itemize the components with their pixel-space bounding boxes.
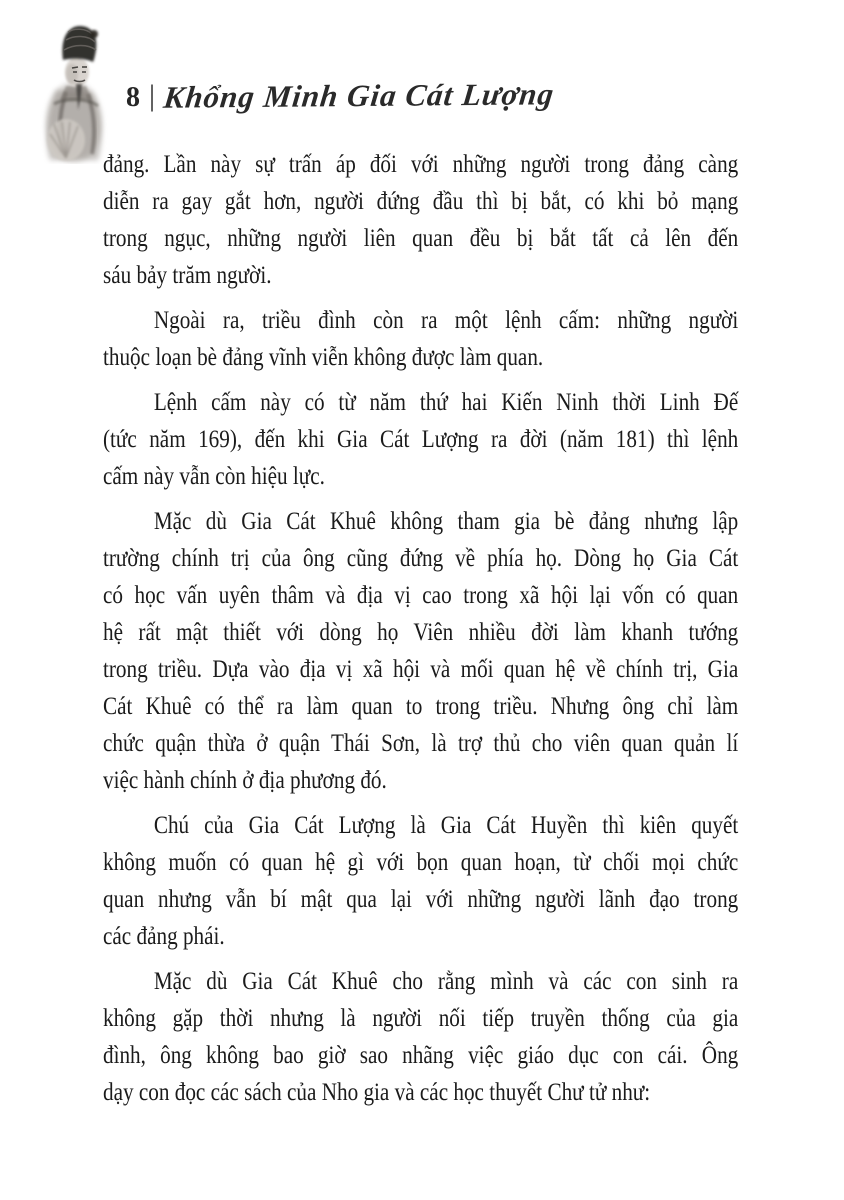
paragraph [103, 302, 738, 376]
text-line: đảng. Lần này sự trấn áp đối với những người trong đảng càng [103, 151, 739, 178]
text-line: hệ rất mật thiết với dòng họ Viên nhiều đời làm khanh tướng [103, 619, 739, 646]
text-line: Ngoài ra, triều đình còn ra một lệnh cấm: những người [153, 307, 739, 334]
page-header [126, 76, 557, 115]
text-line: có học vấn uyên thâm và địa vị cao trong xã hội lại vốn có quan [103, 582, 739, 609]
text-line: sáu bảy trăm người. [103, 262, 272, 289]
paragraph [103, 146, 738, 294]
text-line: trong ngục, những người liên quan đều bị bắt tất cả lên đến [103, 225, 739, 252]
text-line: trường chính trị của ông cũng đứng về phía họ. Dòng họ Gia Cát [103, 545, 739, 572]
text-line: cấm này vẫn còn hiệu lực. [103, 463, 325, 490]
text-line: diễn ra gay gắt hơn, người đứng đầu thì bị bắt, có khi bỏ mạng [103, 188, 739, 215]
text-line: việc hành chính ở địa phương đó. [103, 767, 387, 794]
paragraph [103, 807, 738, 955]
text-line: dạy con đọc các sách của Nho gia và các học thuyết Chư tử như: [103, 1079, 651, 1106]
text-line: Mặc dù Gia Cát Khuê không tham gia bè đảng nhưng lập [153, 508, 739, 535]
text-line: (tức năm 169), đến khi Gia Cát Lượng ra đời (năm 181) thì lệnh [103, 426, 739, 453]
running-title: Khổng Minh Gia Cát Lượng [161, 76, 557, 115]
text-line: trong triều. Dựa vào địa vị xã hội và mối quan hệ về chính trị, Gia [103, 656, 739, 683]
paragraph [103, 503, 738, 799]
text-line: quan nhưng vẫn bí mật qua lại với những người lãnh đạo trong [103, 886, 739, 913]
text-line: Cát Khuê có thể ra làm quan to trong triều. Nhưng ông chỉ làm [103, 693, 739, 720]
text-line: Lệnh cấm này có từ năm thứ hai Kiến Ninh thời Linh Đế [153, 389, 739, 416]
body-text [103, 146, 738, 1111]
zhuge-liang-portrait-image [36, 20, 116, 164]
text-line: Chú của Gia Cát Lượng là Gia Cát Huyền thì kiên quyết [153, 812, 739, 839]
paragraph [103, 384, 738, 495]
text-line: các đảng phái. [103, 923, 225, 950]
text-line: đình, ông không bao giờ sao nhãng việc giáo dục con cái. Ông [103, 1042, 739, 1069]
page-number: 8 [126, 82, 140, 113]
text-line: không muốn có quan hệ gì với bọn quan hoạn, từ chối mọi chức [103, 849, 739, 876]
paragraph [103, 963, 738, 1111]
text-line: thuộc loạn bè đảng vĩnh viễn không được làm quan. [103, 344, 544, 371]
header-separator: | [149, 79, 156, 112]
text-line: chức quận thừa ở quận Thái Sơn, là trợ thủ cho viên quan quản lí [103, 730, 739, 757]
text-line: không gặp thời nhưng là người nối tiếp truyền thống của gia [103, 1005, 739, 1032]
text-line: Mặc dù Gia Cát Khuê cho rằng mình và các con sinh ra [153, 968, 739, 995]
